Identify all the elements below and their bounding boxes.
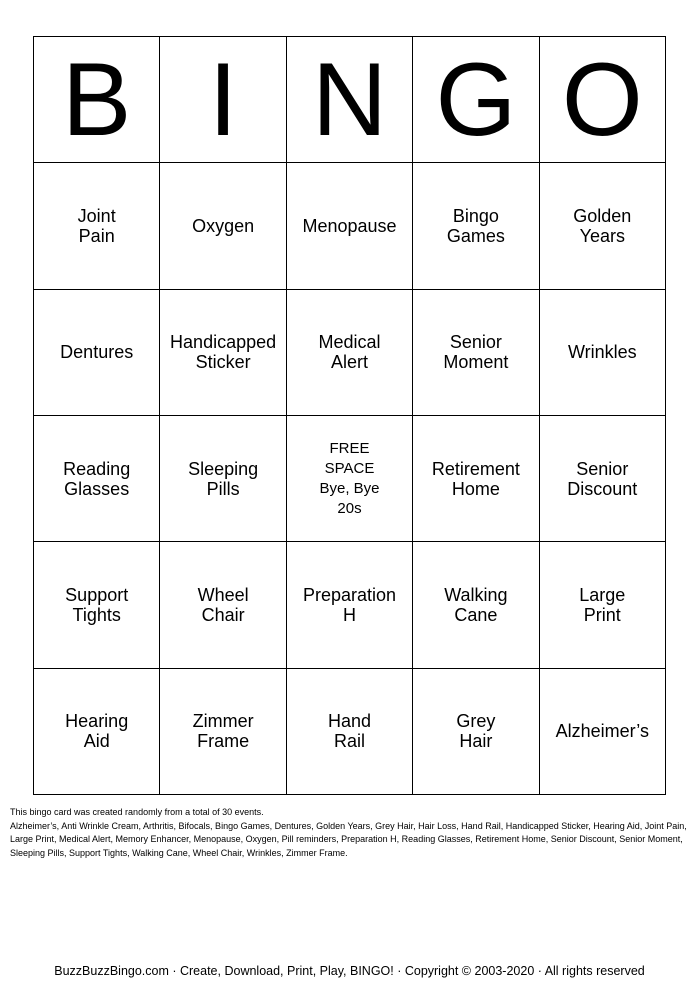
bingo-cell — [540, 416, 666, 542]
bingo-cell — [34, 669, 160, 795]
bingo-cell — [287, 542, 413, 668]
bingo-cell — [413, 416, 539, 542]
bingo-cell — [160, 669, 286, 795]
cell-text: Support Tights — [65, 584, 129, 625]
bingo-cell — [413, 163, 539, 289]
cell-text: Wheel Chair — [197, 584, 249, 625]
bingo-cell — [160, 416, 286, 542]
bingo-cell — [287, 290, 413, 416]
card-note — [10, 806, 690, 860]
bingo-cell — [540, 669, 666, 795]
header-letter: B — [62, 41, 132, 158]
cell-text: Preparation H — [302, 584, 397, 625]
header-cell-n — [287, 37, 413, 163]
cell-text: Bingo Games — [446, 205, 505, 246]
bingo-cell — [34, 416, 160, 542]
cell-text: Retirement Home — [431, 458, 520, 499]
bingo-cell — [287, 669, 413, 795]
bingo-cell — [540, 163, 666, 289]
header-cell-i — [160, 37, 286, 163]
note-event-list: Alzheimer’s, Anti Wrinkle Cream, Arthritis, Bifocals, Bingo Games, Dentures, Golden Years, Grey Hair, Hair Loss, Hand Rail, Handicapped Sticker, Hearing Aid, Joint Pain, Large Print, Medical Alert, Memory Enhancer, Menopause, Oxygen, Pill reminders, Preparation H, Reading Glasses, Retirement Home, Senior Discount, Senior Moment, Sleeping Pills, Support Tights, Walking Cane, Wheel Chair, Wrinkles, Zimmer Frame. — [10, 820, 687, 858]
cell-text: Large Print — [579, 584, 626, 625]
footer-credit: BuzzBuzzBingo.com · Create, Download, Print, Play, BINGO! · Copyright © 2003-2020 · All rights reserved — [54, 964, 645, 978]
bingo-cell — [160, 290, 286, 416]
bingo-cell — [160, 163, 286, 289]
bingo-cell — [287, 163, 413, 289]
free-space-text: FREE SPACE Bye, Bye 20s — [319, 439, 380, 517]
cell-text: Oxygen — [192, 215, 255, 236]
bingo-cell — [160, 542, 286, 668]
cell-text: Senior Discount — [567, 458, 638, 499]
cell-text: Walking Cane — [444, 584, 508, 625]
cell-text: Zimmer Frame — [192, 711, 254, 752]
bingo-cell — [34, 542, 160, 668]
bingo-cell — [34, 163, 160, 289]
cell-text: Golden Years — [573, 205, 632, 246]
header-letter: N — [311, 41, 388, 158]
bingo-cell — [413, 542, 539, 668]
header-letter: O — [561, 41, 643, 158]
bingo-card — [33, 36, 666, 795]
header-letter: I — [208, 41, 238, 158]
header-cell-o — [540, 37, 666, 163]
cell-text: Wrinkles — [567, 342, 637, 363]
cell-text: Handicapped Sticker — [170, 332, 277, 373]
bingo-cell — [540, 290, 666, 416]
header-letter: G — [435, 41, 517, 158]
bingo-cell — [413, 290, 539, 416]
cell-text: Hearing Aid — [65, 711, 129, 752]
cell-text: Grey Hair — [456, 711, 496, 752]
cell-text: Sleeping Pills — [188, 458, 259, 499]
note-intro: This bingo card was created randomly from a total of 30 events. — [10, 807, 264, 817]
header-cell-g — [413, 37, 539, 163]
bingo-cell — [540, 542, 666, 668]
cell-text: Reading Glasses — [63, 458, 131, 499]
bingo-cell — [413, 669, 539, 795]
bingo-cell — [34, 290, 160, 416]
header-cell-b — [34, 37, 160, 163]
cell-text: Senior Moment — [443, 332, 509, 373]
free-space-cell — [287, 416, 413, 542]
cell-text: Menopause — [302, 215, 397, 236]
cell-text: Joint Pain — [77, 205, 116, 246]
cell-text: Hand Rail — [327, 711, 371, 752]
cell-text: Dentures — [60, 342, 134, 363]
cell-text: Medical Alert — [318, 332, 381, 373]
cell-text: Alzheimer’s — [555, 721, 649, 742]
